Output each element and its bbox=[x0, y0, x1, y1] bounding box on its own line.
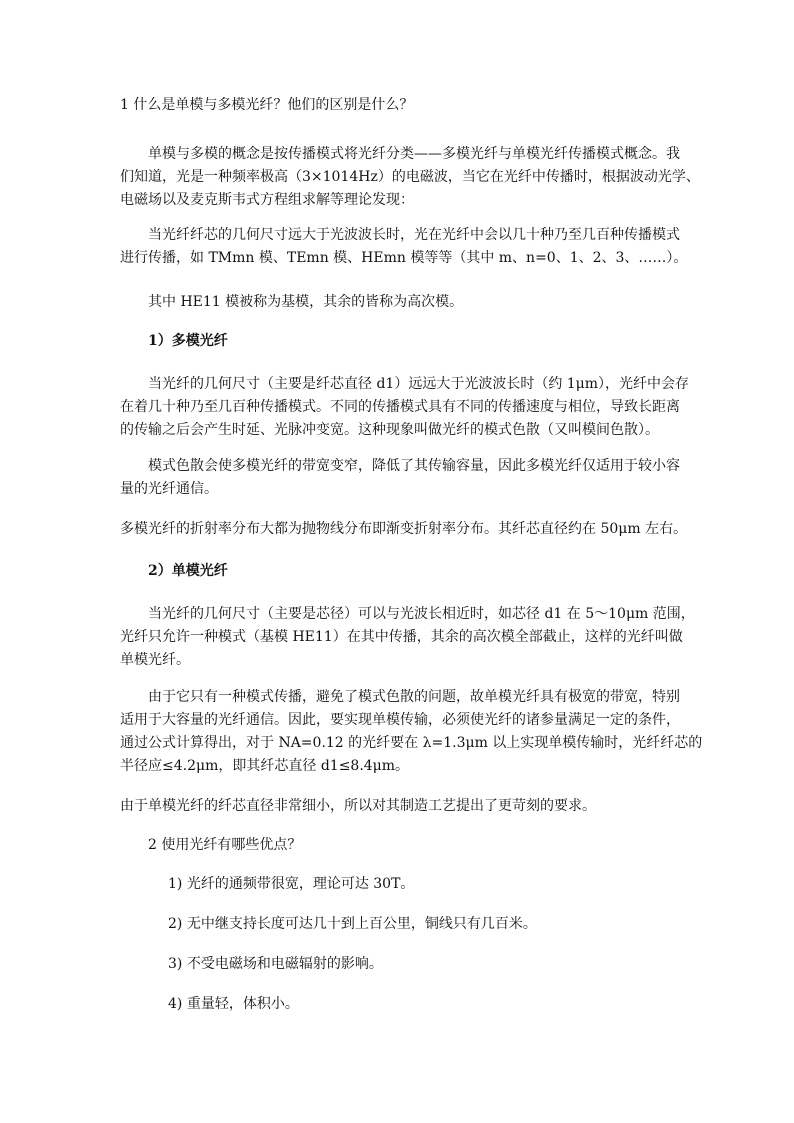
paragraph-line: 当光纤的几何尺寸（主要是纤芯直径 d1）远远大于光波波长时（约 1μm），光纤中会存 bbox=[148, 376, 690, 392]
paragraph-line: 其中 HE11 模被称为基模，其余的皆称为高次模。 bbox=[148, 294, 464, 310]
paragraph-line: 单模光纤。 bbox=[120, 652, 190, 668]
paragraph-line: 们知道，光是一种频率极高（3×1014Hz）的电磁波，当它在光纤中传播时，根据波动光学、 bbox=[120, 169, 700, 185]
paragraph-line: 量的光纤通信。 bbox=[120, 481, 218, 497]
paragraph-line: 的传输之后会产生时延、光脉冲变宽。这种现象叫做光纤的模式色散（又叫模间色散）。 bbox=[120, 422, 659, 438]
list-item: 4) 重量轻，体积小。 bbox=[168, 996, 299, 1012]
paragraph-line: 通过公式计算得出，对于 NA=0.12 的光纤要在 λ=1.3μm 以上实现单模传输时，光纤纤芯的 bbox=[120, 735, 703, 751]
paragraph-line: 多模光纤的折射率分布大都为抛物线分布即渐变折射率分布。其纤芯直径约在 50μm 左右。 bbox=[120, 521, 688, 537]
list-item: 1) 光纤的通频带很宽，理论可达 30T。 bbox=[168, 876, 415, 892]
paragraph-line: 电磁场以及麦克斯韦式方程组求解等理论发现： bbox=[120, 192, 414, 208]
paragraph-line: 当光纤的几何尺寸（主要是芯径）可以与光波长相近时，如芯径 d1 在 5～10μm 范围， bbox=[148, 606, 695, 622]
paragraph-line: 适用于大容量的光纤通信。因此，要实现单模传输，必须使光纤的诸参量满足一定的条件， bbox=[120, 712, 680, 728]
list-item: 2) 无中继支持长度可达几十到上百公里，铜线只有几百米。 bbox=[168, 916, 537, 932]
paragraph-line: 当光纤纤芯的几何尺寸远大于光波波长时，光在光纤中会以几十种乃至几百种传播模式 bbox=[148, 227, 680, 243]
section-heading-singlemode: 2）单模光纤 bbox=[148, 563, 228, 579]
paragraph-line: 由于单模光纤的纤芯直径非常细小，所以对其制造工艺提出了更苛刻的要求。 bbox=[120, 798, 596, 814]
section-heading-multimode: 1）多模光纤 bbox=[148, 333, 228, 349]
paragraph-line: 由于它只有一种模式传播，避免了模式色散的问题，故单模光纤具有极宽的带宽，特别 bbox=[148, 689, 680, 705]
paragraph-line: 进行传播，如 TMmn 模、TEmn 模、HEmn 模等等（其中 m、n=0、1、2、3、……）。 bbox=[120, 250, 688, 266]
paragraph-line: 在着几十种乃至几百种传播模式。不同的传播模式具有不同的传播速度与相位，导致长距离 bbox=[120, 399, 680, 415]
paragraph-line: 半径应≤4.2μm，即其纤芯直径 d1≤8.4μm。 bbox=[120, 758, 410, 774]
question-1-title: 1 什么是单模与多模光纤？他们的区别是什么？ bbox=[120, 97, 414, 113]
list-item: 3) 不受电磁场和电磁辐射的影响。 bbox=[168, 956, 383, 972]
question-2-title: 2 使用光纤有哪些优点？ bbox=[148, 837, 302, 853]
paragraph-line: 光纤只允许一种模式（基模 HE11）在其中传播，其余的高次模全部截止，这样的光纤叫做 bbox=[120, 629, 683, 645]
paragraph-line: 模式色散会使多模光纤的带宽变窄，降低了其传输容量，因此多模光纤仅适用于较小容 bbox=[148, 458, 680, 474]
paragraph-line: 单模与多模的概念是按传播模式将光纤分类——多模光纤与单模光纤传播模式概念。我 bbox=[148, 146, 680, 162]
